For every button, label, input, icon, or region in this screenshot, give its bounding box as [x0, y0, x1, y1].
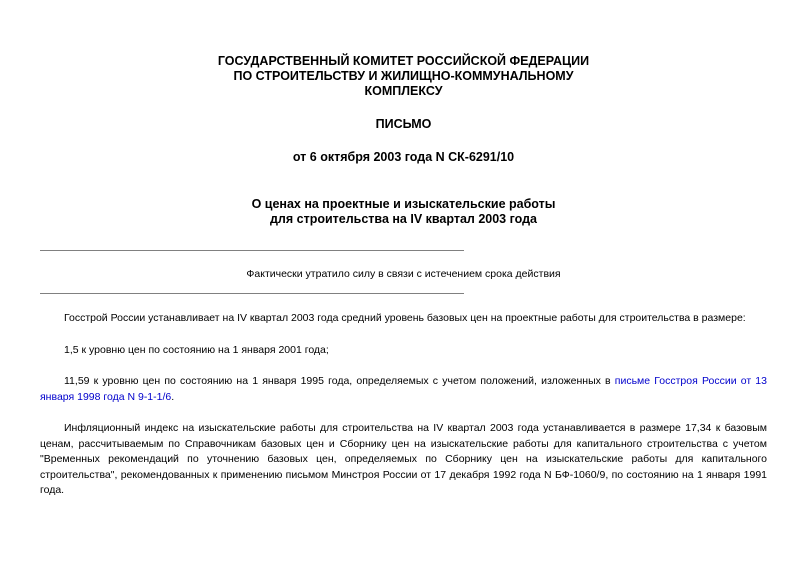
paragraph-end: . [171, 390, 175, 403]
document-body [40, 311, 767, 515]
subject-line: для строительства на IV квартал 2003 года [269, 212, 537, 226]
paragraph: Госстрой России устанавливает на IV квартал 2003 года средний уровень базовых цен на проектные работы для строительства в размере: [64, 312, 746, 324]
issuing-organization [0, 54, 807, 99]
divider-top [40, 250, 464, 251]
document-subject [0, 197, 807, 227]
paragraph-text: 11,59 к уровню цен по состоянию на 1 января 1995 года, определяемых с учетом положений, изложенных в [64, 375, 615, 387]
referenced-letter-link[interactable]: письме Госстроя России от 13 января 1998 года N 9-1-1/6 [40, 375, 767, 403]
organization-line: ПО СТРОИТЕЛЬСТВУ И ЖИЛИЩНО-КОММУНАЛЬНОМУ [233, 69, 574, 83]
document-type: ПИСЬМО [375, 117, 432, 131]
paragraph: Инфляционный индекс на изыскательские работы для строительства на IV квартал 2003 года устанавливается в размере 17,34 к базовым ценам, рассчитываемым по Справочникам базовых цен и Сборнику цен на изыскательские работы для капитального строительства с учетом "Временных рекомендаций по уточнению базовых цен, определяемых по Сборнику цен на изыскательские работы для капитального строительства", рекомендованных к применению письмом Минстроя России от 17 декабря 1992 года N БФ-1060/9, по состоянию на 1 января 1991 года. [40, 422, 767, 496]
document-date-number: от 6 октября 2003 года N СК-6291/10 [292, 150, 515, 164]
paragraph: 1,5 к уровню цен по состоянию на 1 января 2001 года; [64, 343, 329, 356]
paragraph [40, 374, 767, 405]
organization-line: ГОСУДАРСТВЕННЫЙ КОМИТЕТ РОССИЙСКОЙ ФЕДЕРАЦИИ [217, 54, 590, 68]
divider-bottom [40, 293, 464, 294]
status-note: Фактически утратило силу в связи с истечением срока действия [246, 268, 561, 280]
organization-line: КОМПЛЕКСУ [364, 84, 443, 98]
subject-line: О ценах на проектные и изыскательские работы [251, 197, 556, 211]
